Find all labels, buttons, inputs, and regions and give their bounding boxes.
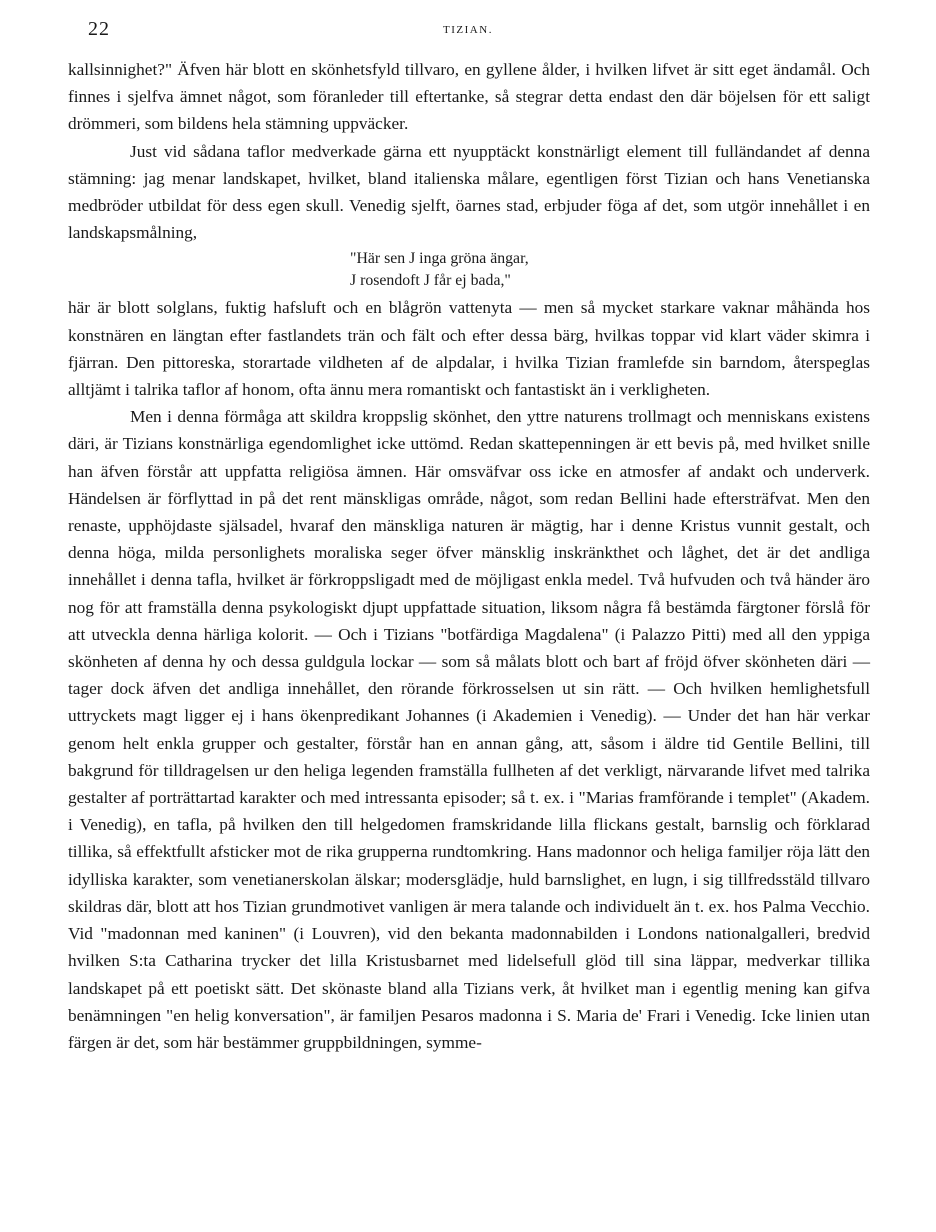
paragraph-4: Men i denna förmåga att skildra kroppslig skönhet, den yttre naturens trollmagt och menniskans existens däri, är Tizians konstnärliga egendomlighet icke uttömd. Redan skattepenningen är ett bevis på, med hvilket snille han äfven förstår att uppfatta religiösa ämnen. Här omsväfvar oss icke en atmosfer af andakt och underverk. Händelsen är förflyttad in på det rent mänskligas område, något, som redan Bellini hade eftersträfvat. Men den renaste, upphöjdaste själsadel, hvaraf den mänskliga naturen är mägtig, har i denne Kristus vunnit gestalt, och denna höga, milda personlighets moraliska seger öfver mänsklig inskränkthet och låghet, det är det andliga innehållet i denna tafla, hvilket är förkroppsligadt med de möjligast enkla medel. Två hufvuden och två händer äro nog för att framställa denna psykologiskt djupt uppfattade situation, liksom några få bestämda färgtoner förslå för att utveckla denna härliga kolorit. — Och i Tizians "botfärdiga Magdalena" (i Palazzo Pitti) med all den yppiga skönheten af denna hy och dessa guldgula lockar — som så målats blott och bart af fröjd öfver skönheten däri — tager dock äfven det andliga innehållet, den rörande förkrosselsen ut sin rätt. — Och hvilken hemlighetsfull uttryckets magt ligger ej i hans ökenpredikant Johannes (i Akademien i Venedig). — Under det han här verkar genom helt enkla grupper och gestalter, förstår han en annan gång, att, såsom i äldre tid Gentile Bellini, till bakgrund för tilldragelsen ur den heliga legenden framställa fullheten af det verkligt, närvarande lifvet med talrika gestalter af porträttartad karakter och med intressanta episoder; så t. ex. i "Marias framförande i templet" (Akadem. i Venedig), en tafla, på hvilken den till helgedomen framskridande lilla flickans gestalt, barnslig och förklarad tillika, så effektfullt afsticker mot de rika grupperna rundtomkring. Hans madonnor och heliga familjer röja lätt den idylliska karakter, som venetianerskolan älskar; modersglädje, huld barnslighet, en lugn, i sig tillfredsstäld tillvaro skildras där, blott att hos Tizian grundmotivet vanligen är mera talande och individuelt än t. ex. hos Palma Vecchio. Vid "madonnan med kaninen" (i Louvren), vid den bekanta madonnabilden i Londons nationalgalleri, bredvid hvilken S:ta Catharina trycker det lilla Kristusbarnet med lidelsefull glöd till sina läppar, medverkar tillika landskapet på ett poetiskt sätt. Det skönaste bland alla Tizians verk, åt hvilket man i egentlig mening kan gifva benämningen "en helig konversation", är familjen Pesaros madonna i S. Maria de' Frari i Venedig. Icke linien utan färgen är det, som här bestämmer gruppbildningen, symme- — [68, 407, 870, 1052]
verse-line-2: J rosendoft J får ej bada," — [350, 272, 511, 290]
verse-line-1: "Här sen J inga gröna ängar, — [350, 250, 529, 268]
paragraph-1: kallsinnighet?" Äfven här blott en skönhetsfyld tillvaro, en gyllene ålder, i hvilken lifvet är sitt eget ändamål. Och finnes i sjelfva ämnet något, som föranleder till eftertanke, så stegrar detta endast den där böjelsen för ett saligt drömmeri, som bildens hela stämning uppväcker. — [68, 60, 870, 134]
running-title: TIZIAN. — [443, 24, 493, 36]
body-text — [68, 56, 870, 1056]
paragraph-2: Just vid sådana taflor medverkade gärna ett nyupptäckt konstnärligt element till fulländandet af denna stämning: jag menar landskapet, hvilket, bland italienska målare, egentligen först Tizian och hans Venetianska medbröder utbildat för dess egen skull. Venedig sjelft, öarnes stad, erbjuder föga af det, som utgör innehållet i en landskapsmålning, — [68, 141, 870, 243]
verse-quote — [68, 248, 870, 292]
paragraph-3: här är blott solglans, fuktig hafsluft och en blågrön vattenyta — men så mycket starkare vaknar måhända hos konstnären en längtan efter fastlandets trän och fält och efter dessa bärg, hvilkas toppar vid klart väder skimra i fjärran. Den pittoreska, storartade vildheten af de alpdalar, i hvilka Tizian framlefde sin barndom, återspeglas alltjämt i talrika taflor af honom, ofta ännu mera romantiskt och fantastiskt än i verkligheten. — [68, 298, 870, 400]
page-header — [0, 18, 936, 48]
page-number: 22 — [88, 18, 110, 40]
